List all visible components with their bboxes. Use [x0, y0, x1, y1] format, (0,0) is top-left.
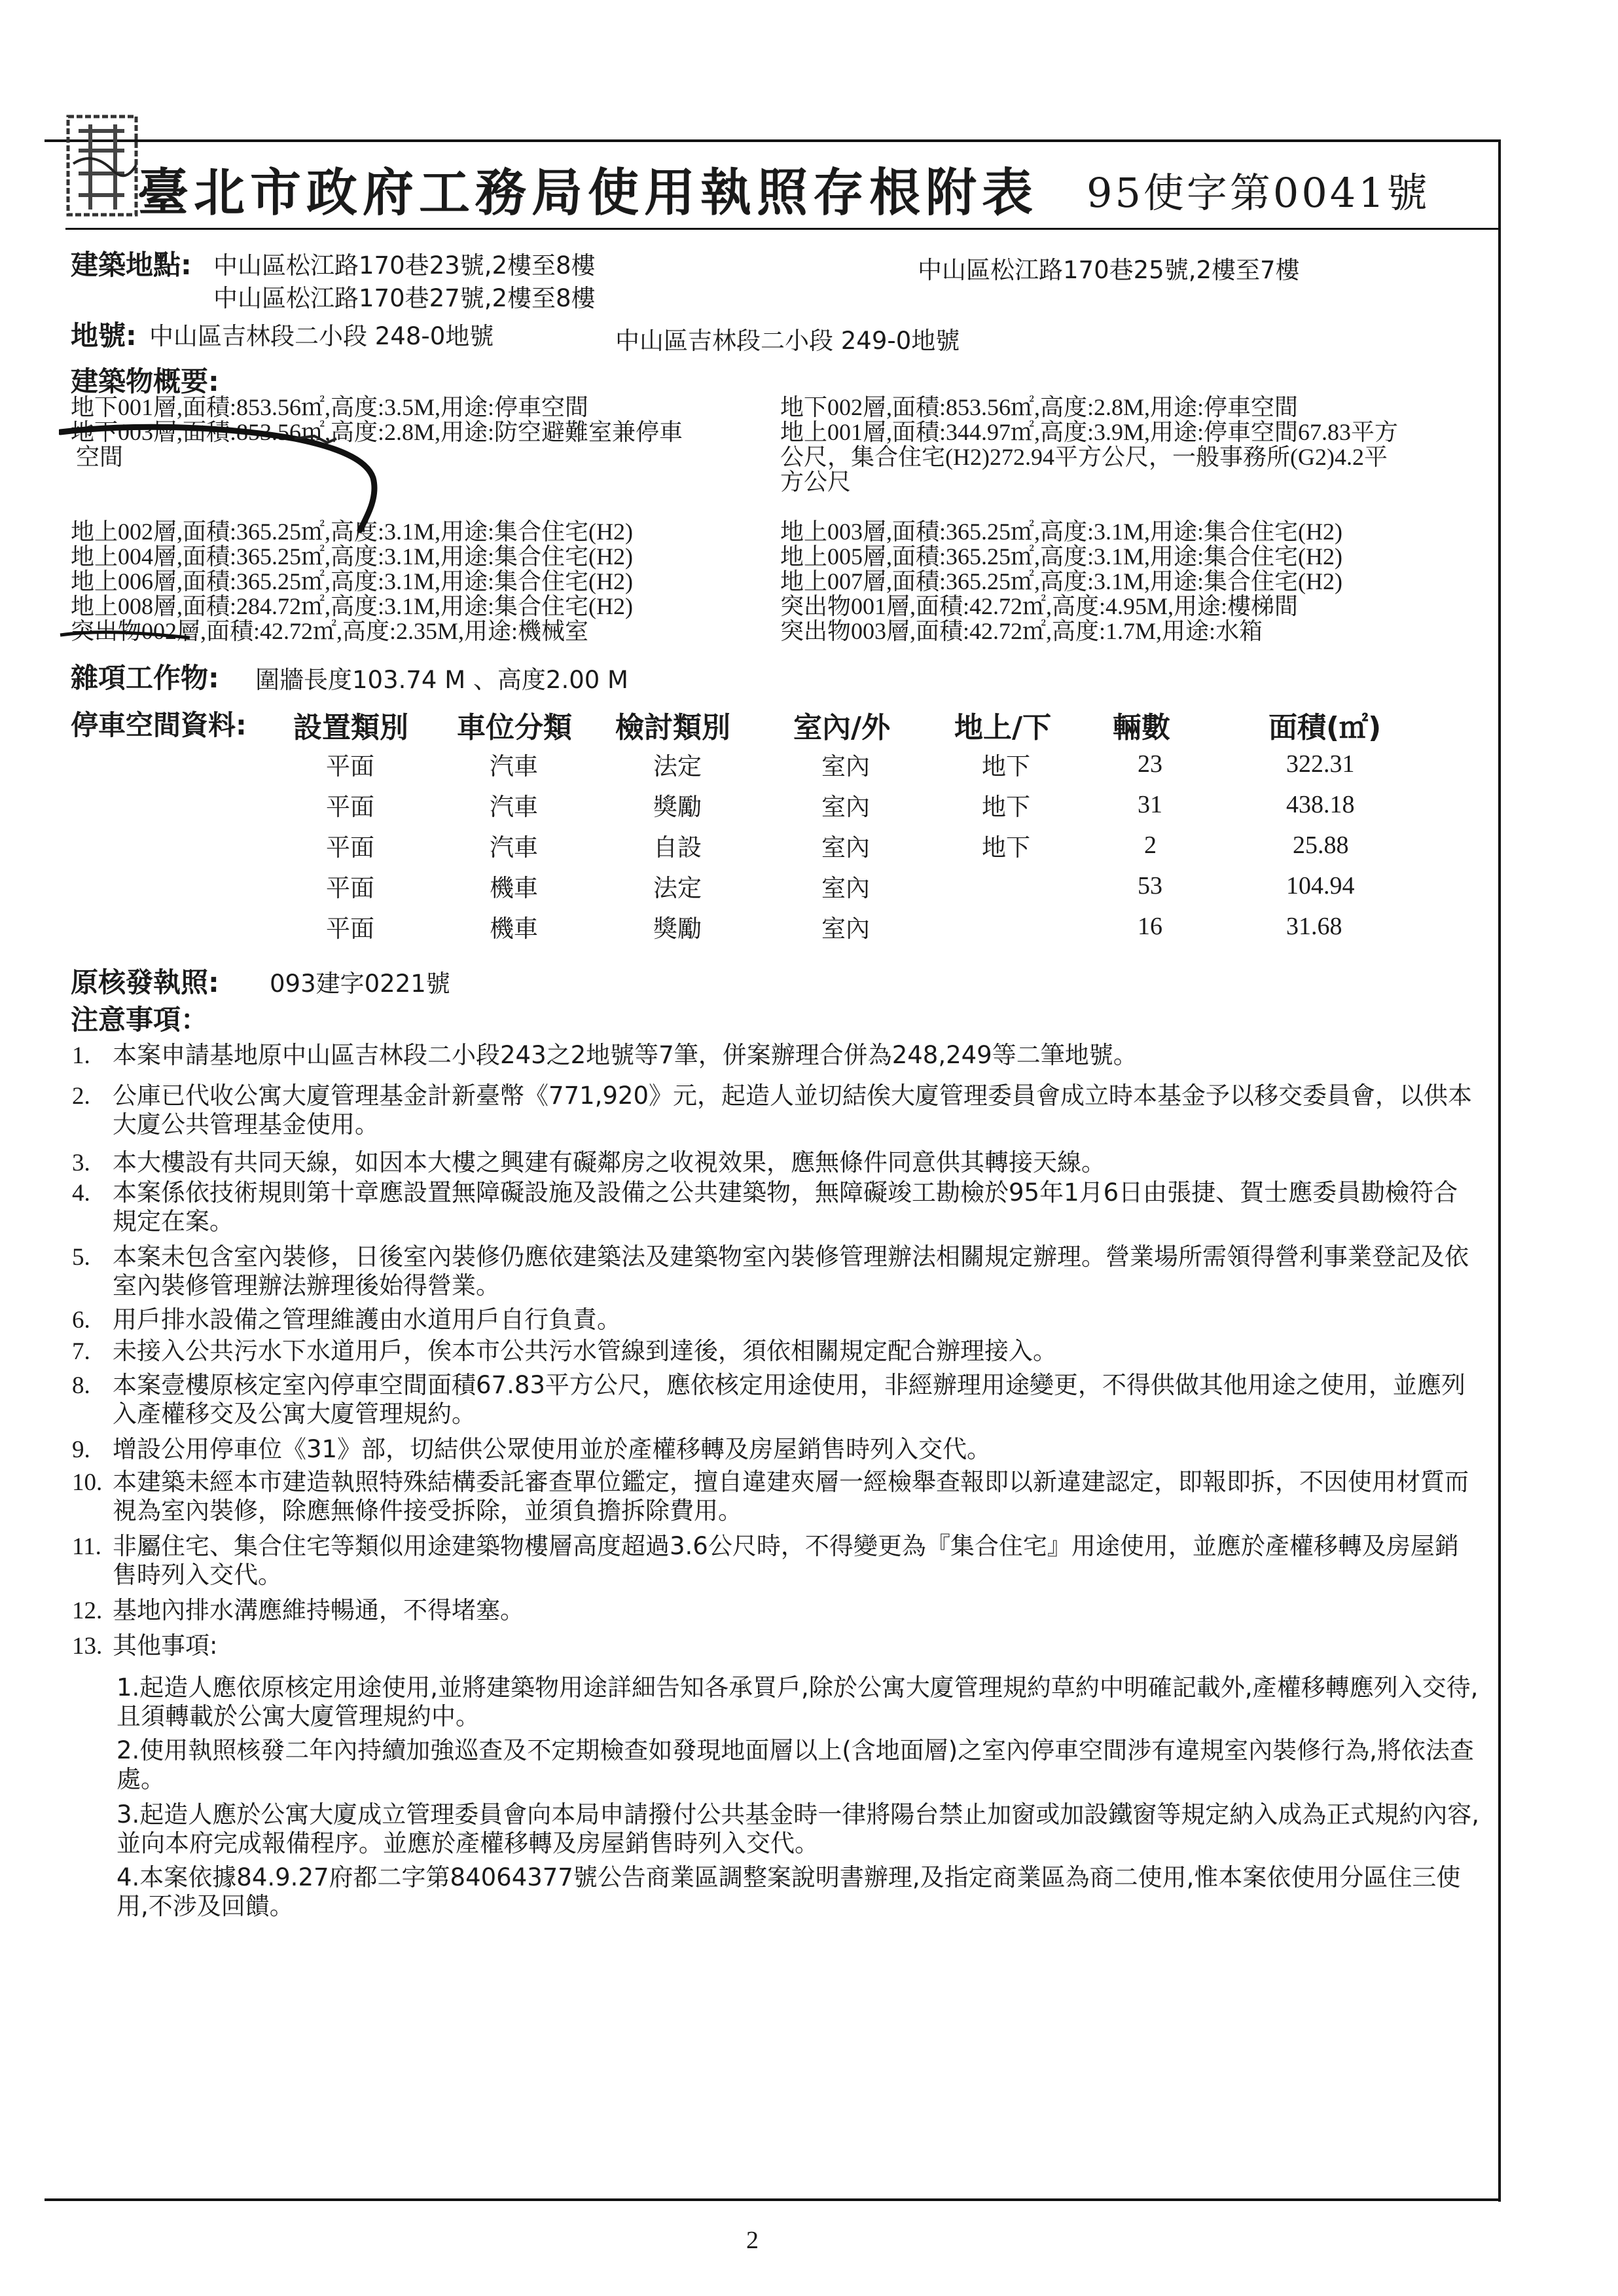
official-seal-stamp [64, 111, 143, 223]
note-item [72, 1596, 1486, 1626]
note-text: 本案壹樓原核定室內停車空間面積67.83平方公尺，應依核定用途使用，非經辦理用途變更，不得供做其他用途之使用，並應列入產權移交及公寓大廈管理規約。 [113, 1371, 1465, 1428]
lot-number-1: 中山區吉林段二小段 248-0地號 [149, 322, 494, 350]
note-number: 13. [72, 1633, 103, 1660]
parking-label: 停車空間資料: [71, 709, 247, 741]
note-item [72, 1243, 1486, 1300]
floor-item: 空間 [76, 444, 124, 470]
floor-item: 地下002層,面積:853.56㎡,高度:2.8M,用途:停車空間 [780, 394, 1299, 420]
note-number: 5. [72, 1244, 90, 1271]
site-address-3: 中山區松江路170巷27號,2樓至8樓 [213, 284, 596, 312]
note-item [72, 1371, 1486, 1429]
parking-header-level: 地上/下 [954, 711, 1052, 744]
site-address-2: 中山區松江路170巷25號,2樓至7樓 [918, 256, 1300, 284]
note-number: 7. [72, 1338, 90, 1365]
floor-list-right [780, 395, 1500, 644]
building-summary-label: 建築物概要: [71, 365, 219, 397]
floor-item: 地上008層,面積:284.72㎡,高度:3.1M,用途:集合住宅(H2) [71, 593, 633, 619]
note-text: 公庫已代收公寓大廈管理基金計新臺幣《771,920》元，起造人並切結俟大廈管理委員會成立時本基金予以移交委員會，以供本大廈公共管理基金使用。 [113, 1082, 1473, 1139]
floor-item: 地上003層,面積:365.25㎡,高度:3.1M,用途:集合住宅(H2) [780, 519, 1342, 545]
site-label: 建築地點: [71, 249, 192, 281]
table-cell: 獎勵 [653, 915, 702, 943]
note-text: 其他事項: [113, 1631, 218, 1660]
misc-works-value: 圍牆長度103.74 M 、高度2.00 M [255, 666, 628, 694]
note-text: 本建築未經本市建造執照特殊結構委託審查單位鑑定，擅自違建夾層一經檢舉查報即以新違建認定，即報即拆，不因使用材質而視為室內裝修，除應無條件接受拆除，並須負擔拆除費用。 [113, 1468, 1469, 1525]
site-address-1: 中山區松江路170巷23號,2樓至8樓 [213, 251, 596, 280]
note-item [72, 1305, 1486, 1335]
note-number: 9. [72, 1436, 90, 1463]
floor-item: 突出物002層,面積:42.72㎡,高度:2.35M,用途:機械室 [71, 618, 589, 644]
note-text: 增設公用停車位《31》部，切結供公眾使用並於產權移轉及房屋銷售時列入交代。 [113, 1435, 992, 1463]
note-item [72, 1082, 1486, 1139]
table-cell: 平面 [326, 915, 374, 943]
floor-item: 地上001層,面積:344.97㎡,高度:3.9M,用途:停車空間67.83平方 [780, 419, 1399, 445]
parking-header-vehicle: 車位分類 [457, 711, 572, 744]
table-cell: 322.31 [1286, 750, 1355, 778]
note-text: 未接入公共污水下水道用戶，俟本市公共污水管線到達後，須依相關規定配合辦理接入。 [113, 1337, 1057, 1365]
floor-item: 地下001層,面積:853.56㎡,高度:3.5M,用途:停車空間 [71, 394, 589, 420]
lot-label: 地號: [71, 319, 137, 352]
note-number: 3. [72, 1150, 90, 1176]
note-number: 4. [72, 1180, 90, 1207]
table-cell: 25.88 [1293, 831, 1349, 859]
table-cell: 室內 [821, 793, 870, 821]
original-permit-value: 093建字0221號 [270, 970, 450, 998]
floor-item: 地上002層,面積:365.25㎡,高度:3.1M,用途:集合住宅(H2) [71, 519, 633, 545]
note-item [72, 1468, 1486, 1525]
table-cell: 室內 [821, 833, 870, 862]
table-cell: 法定 [653, 752, 702, 780]
table-cell: 獎勵 [653, 793, 702, 821]
other-note-item: 3.起造人應於公寓大廈成立管理委員會向本局申請撥付公共基金時一律將陽台禁止加窗或加設鐵窗等規定納入成為正式規約內容,並向本府完成報備程序。並應於產權移轉及房屋銷售時列入交代。 [117, 1800, 1480, 1857]
note-text: 基地內排水溝應維持暢通，不得堵塞。 [113, 1596, 524, 1624]
floor-item: 公尺，集合住宅(H2)272.94平方公尺，一般事務所(G2)4.2平 [780, 444, 1388, 470]
table-cell: 法定 [653, 874, 702, 902]
note-text: 本案申請基地原中山區吉林段二小段243之2地號等7筆，併案辦理合併為248,249等二筆地號。 [113, 1041, 1138, 1069]
note-text: 用戶排水設備之管理維護由水道用戶自行負責。 [113, 1305, 621, 1334]
table-cell: 汽車 [490, 833, 538, 862]
note-number: 1. [72, 1042, 90, 1069]
notes-label: 注意事項： [71, 1004, 209, 1036]
parking-header-count: 輛數 [1113, 711, 1170, 744]
note-number: 8. [72, 1372, 90, 1399]
table-cell: 平面 [326, 833, 374, 862]
note-text: 非屬住宅、集合住宅等類似用途建築物樓層高度超過3.6公尺時，不得變更為『集合住宅』用途使用，並應於產權移轉及房屋銷售時列入交代。 [113, 1532, 1459, 1589]
table-cell: 地下 [982, 752, 1030, 780]
other-note-item: 2.使用執照核發二年內持續加強巡查及不定期檢查如發現地面層以上(含地面層)之室內停車空間涉有違規室內裝修行為,將依法查處。 [117, 1736, 1474, 1793]
floor-item: 地上007層,面積:365.25㎡,高度:3.1M,用途:集合住宅(H2) [780, 568, 1342, 594]
note-item [72, 1631, 1486, 1661]
note-item [72, 1178, 1486, 1236]
table-cell: 31 [1138, 791, 1162, 818]
permit-number: 95使字第0041號 [1087, 169, 1430, 217]
note-number: 2. [72, 1083, 90, 1110]
note-text: 本案未包含室內裝修，日後室內裝修仍應依建築法及建築物室內裝修管理辦法相關規定辦理。營業場所需領得營利事業登記及依室內裝修管理辦法辦理後始得營業。 [113, 1243, 1469, 1300]
table-cell: 16 [1138, 913, 1162, 940]
spacer [780, 494, 1500, 519]
note-item [72, 1532, 1486, 1590]
table-cell: 自設 [653, 833, 702, 862]
floor-item: 方公尺 [780, 469, 852, 495]
note-number: 11. [72, 1533, 101, 1560]
table-cell: 平面 [326, 793, 374, 821]
table-cell: 地下 [982, 793, 1030, 821]
frame-bottom-border [45, 2198, 1501, 2201]
table-cell: 室內 [821, 915, 870, 943]
table-cell: 31.68 [1286, 913, 1342, 940]
floor-item: 突出物003層,面積:42.72㎡,高度:1.7M,用途:水箱 [780, 618, 1263, 644]
note-number: 6. [72, 1307, 90, 1334]
note-number: 12. [72, 1597, 103, 1624]
note-item [72, 1337, 1486, 1366]
table-cell: 地下 [982, 833, 1030, 862]
handwritten-strike-mark [59, 419, 425, 694]
other-note-item: 4.本案依據84.9.27府都二字第84064377號公告商業區調整案說明書辦理,及指定商業區為商二使用,惟本案依使用分區住三使用,不涉及回饋。 [117, 1863, 1461, 1920]
original-permit-label: 原核發執照: [71, 966, 219, 998]
floor-item: 地上006層,面積:365.25㎡,高度:3.1M,用途:集合住宅(H2) [71, 568, 633, 594]
floor-item: 地上005層,面積:365.25㎡,高度:3.1M,用途:集合住宅(H2) [780, 543, 1342, 570]
parking-header-area: 面積(㎡) [1268, 711, 1382, 744]
page-title: 臺北市政府工務局使用執照存根附表 [137, 163, 1039, 223]
note-text: 本大樓設有共同天線，如因本大樓之興建有礙鄰房之收視效果，應無條件同意供其轉接天線。 [113, 1148, 1106, 1176]
note-item [72, 1041, 1486, 1070]
other-note-item: 1.起造人應依原核定用途使用,並將建築物用途詳細告知各承買戶,除於公寓大廈管理規約草約中明確記載外,產權移轉應列入交待,且須轉載於公寓大廈管理規約中。 [117, 1673, 1479, 1730]
title-underline [65, 228, 1500, 230]
note-item [72, 1435, 1486, 1465]
table-cell: 438.18 [1286, 791, 1355, 818]
table-cell: 平面 [326, 752, 374, 780]
page-number: 2 [746, 2227, 759, 2254]
misc-works-label: 雜項工作物: [71, 662, 219, 694]
table-cell: 機車 [490, 874, 538, 902]
parking-header-type: 設置類別 [293, 711, 408, 744]
floor-item: 突出物001層,面積:42.72㎡,高度:4.95M,用途:樓梯間 [780, 593, 1299, 619]
table-cell: 汽車 [490, 793, 538, 821]
note-item [72, 1148, 1486, 1178]
parking-header-indoor: 室內/外 [793, 711, 891, 744]
table-cell: 2 [1144, 831, 1157, 859]
note-text: 本案係依技術規則第十章應設置無障礙設施及設備之公共建築物，無障礙竣工勘檢於95年1月6日由張捷、賀士應委員勘檢符合規定在案。 [113, 1178, 1458, 1235]
note-number: 10. [72, 1469, 103, 1496]
table-cell: 機車 [490, 915, 538, 943]
lot-number-2: 中山區吉林段二小段 249-0地號 [615, 327, 960, 355]
table-cell: 104.94 [1286, 872, 1355, 900]
table-cell: 室內 [821, 752, 870, 780]
table-cell: 平面 [326, 874, 374, 902]
floor-item: 地下003層,面積:853.56㎡,高度:2.8M,用途:防空避難室兼停車 [71, 419, 683, 445]
table-cell: 23 [1138, 750, 1162, 778]
table-cell: 53 [1138, 872, 1162, 900]
table-cell: 室內 [821, 874, 870, 902]
frame-top-border [45, 139, 1501, 142]
parking-header-review: 檢討類別 [615, 711, 730, 744]
floor-item: 地上004層,面積:365.25㎡,高度:3.1M,用途:集合住宅(H2) [71, 543, 633, 570]
table-cell: 汽車 [490, 752, 538, 780]
